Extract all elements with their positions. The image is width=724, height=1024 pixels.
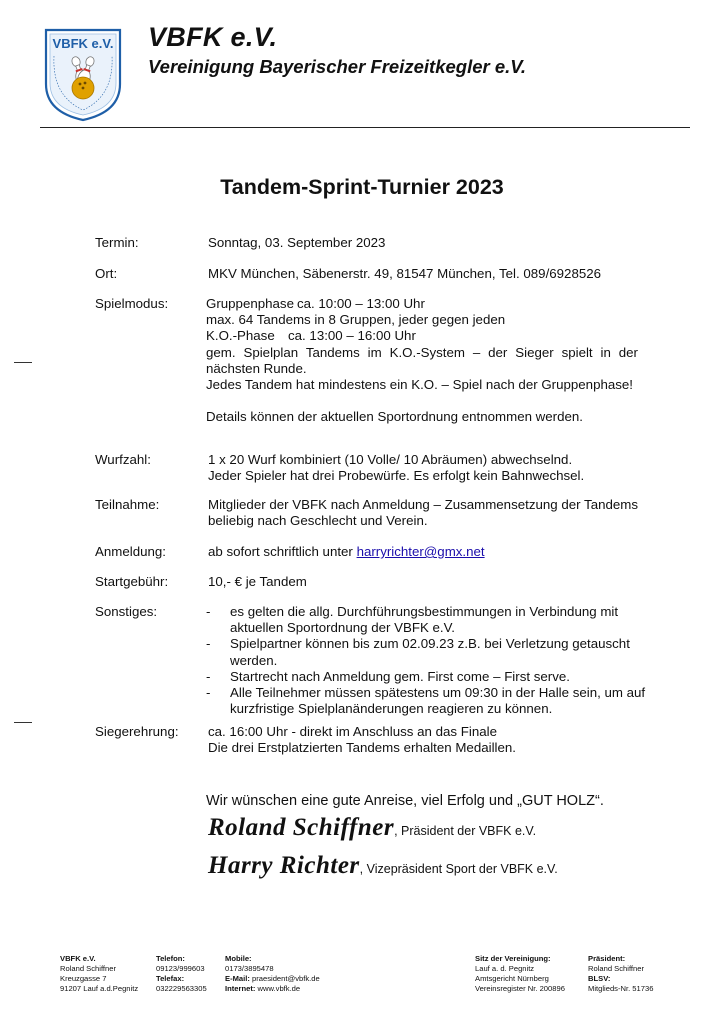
org-short-name: VBFK e.V. <box>148 22 278 52</box>
sonstiges-item: - es gelten die allg. Durchführungsbestimmungen in Verbindung mit aktuellen Sportordnung der VBFK e.V. <box>206 604 646 636</box>
sonstiges-list <box>206 604 646 717</box>
siegerehrung-line2: Die drei Erstplatzierten Tandems erhalten Medaillen. <box>208 740 516 756</box>
header-divider <box>40 127 690 128</box>
footer-web-label: Internet: <box>225 984 256 993</box>
wurfzahl-block <box>208 452 640 484</box>
footer-president <box>588 954 653 994</box>
org-full-name: Vereinigung Bayerischer Freizeitkegler e.V. <box>148 56 527 77</box>
ort-label: Ort: <box>95 266 118 281</box>
signature-name: Harry Richter <box>208 852 360 879</box>
spielmodus-phase2-time: ca. 13:00 – 16:00 Uhr <box>288 328 416 344</box>
footer-line: Vereinsregister Nr. 200896 <box>475 984 565 993</box>
spielmodus-ko-text: gem. Spielplan Tandems im K.O.-System – der Sieger spielt in der nächsten Runde. <box>206 344 638 376</box>
footer-phone-number: 09123/999603 <box>156 964 205 973</box>
footer-mobile-heading: Mobile: <box>225 954 252 963</box>
footer-fax-heading: Telefax: <box>156 974 185 983</box>
logo-text-top: VBFK e.V. <box>52 36 114 51</box>
startgebuehr-label: Startgebühr: <box>95 574 169 589</box>
fold-mark <box>14 722 32 723</box>
footer-president-heading: Präsident: <box>588 954 626 963</box>
footer-website[interactable]: www.vbfk.de <box>257 984 301 993</box>
spielmodus-ko-rule: Jedes Tandem hat mindestens ein K.O. – Spiel nach der Gruppenphase! <box>206 377 633 393</box>
spielmodus-phase2: K.O.-Phase <box>206 328 275 344</box>
footer-fax-number: 032229563305 <box>156 984 207 993</box>
footer-phone <box>156 954 207 994</box>
termin-label: Termin: <box>95 235 139 250</box>
siegerehrung-label: Siegerehrung: <box>95 724 179 739</box>
footer-contact <box>225 954 320 994</box>
anmeldung-email-link[interactable]: harryrichter@gmx.net <box>356 544 485 559</box>
ort-value: MKV München, Säbenerstr. 49, 81547 München, Tel. 089/6928526 <box>208 266 602 281</box>
spielmodus-phase1-time: ca. 10:00 – 13:00 Uhr <box>296 296 425 311</box>
footer-org: VBFK e.V. <box>60 954 96 963</box>
document-title: Tandem-Sprint-Turnier 2023 <box>220 175 504 199</box>
siegerehrung-line1: ca. 16:00 Uhr - direkt im Anschluss an das Finale <box>208 724 497 739</box>
signature-vice-president <box>208 852 558 880</box>
wurfzahl-line1: 1 x 20 Wurf kombiniert (10 Volle/ 10 Abräumen) abwechselnd. <box>208 452 573 467</box>
siegerehrung-block <box>208 724 640 756</box>
footer-address <box>60 954 138 994</box>
spielmodus-groups: max. 64 Tandems in 8 Gruppen, jeder gegen jeden <box>206 312 506 328</box>
startgebuehr-value: 10,- € je Tandem <box>208 574 307 589</box>
footer-line: Roland Schiffner <box>60 964 117 973</box>
spielmodus-block <box>206 296 638 425</box>
footer-email-label: E-Mail: <box>225 974 250 983</box>
wurfzahl-label: Wurfzahl: <box>95 452 151 467</box>
footer-line: Lauf a. d. Pegnitz <box>475 964 535 973</box>
sonstiges-item: - Spielpartner können bis zum 02.09.23 z.B. bei Verletzung getauscht werden. <box>206 636 646 668</box>
sonstiges-item: - Startrecht nach Anmeldung gem. First come – First serve. <box>206 669 646 685</box>
teilnahme-label: Teilnahme: <box>95 497 160 512</box>
footer-line: Kreuzgasse 7 <box>60 974 107 983</box>
footer-line: 91207 Lauf a.d.Pegnitz <box>60 984 139 993</box>
vbfk-logo-graphic <box>40 26 126 122</box>
fold-mark <box>14 362 32 363</box>
footer-line: Amtsgericht Nürnberg <box>475 974 549 983</box>
footer-blsv-number: Mitglieds-Nr. 51736 <box>588 984 654 993</box>
sonstiges-item: - Alle Teilnehmer müssen spätestens um 09:30 in der Halle sein, um auf kurzfristige Spielplanänderungen reagieren zu können. <box>206 685 646 717</box>
footer-mobile-number: 0173/3895478 <box>225 964 274 973</box>
footer-blsv-heading: BLSV: <box>588 974 611 983</box>
signature-role: , Präsident der VBFK e.V. <box>394 824 537 838</box>
signature-role: , Vizepräsident Sport der VBFK e.V. <box>359 862 558 876</box>
footer-email[interactable]: praesident@vbfk.de <box>252 974 320 983</box>
footer-president-name: Roland Schiffner <box>588 964 645 973</box>
anmeldung-value <box>208 544 485 560</box>
closing-text: Wir wünschen eine gute Anreise, viel Erfolg und „GUT HOLZ“. <box>206 793 604 809</box>
footer-phone-heading: Telefon: <box>156 954 185 963</box>
spielmodus-label: Spielmodus: <box>95 296 169 311</box>
footer-seat-heading: Sitz der Vereinigung: <box>475 954 551 963</box>
anmeldung-label: Anmeldung: <box>95 544 166 559</box>
wurfzahl-line2: Jeder Spieler hat drei Probewürfe. Es erfolgt kein Bahnwechsel. <box>208 468 585 484</box>
teilnahme-value: Mitglieder der VBFK nach Anmeldung – Zusammensetzung der Tandems beliebig nach Geschlecht und Verein. <box>208 497 638 529</box>
signature-president <box>208 814 536 842</box>
anmeldung-prefix: ab sofort schriftlich unter <box>208 544 353 559</box>
sonstiges-block <box>206 604 646 717</box>
vbfk-logo <box>40 26 126 122</box>
termin-value: Sonntag, 03. September 2023 <box>208 235 386 250</box>
spielmodus-details: Details können der aktuellen Sportordnung entnommen werden. <box>206 409 583 425</box>
signature-name: Roland Schiffner <box>208 814 395 841</box>
spielmodus-phase1: Gruppenphase <box>206 296 294 311</box>
sonstiges-label: Sonstiges: <box>95 604 158 619</box>
footer-registry <box>475 954 565 994</box>
